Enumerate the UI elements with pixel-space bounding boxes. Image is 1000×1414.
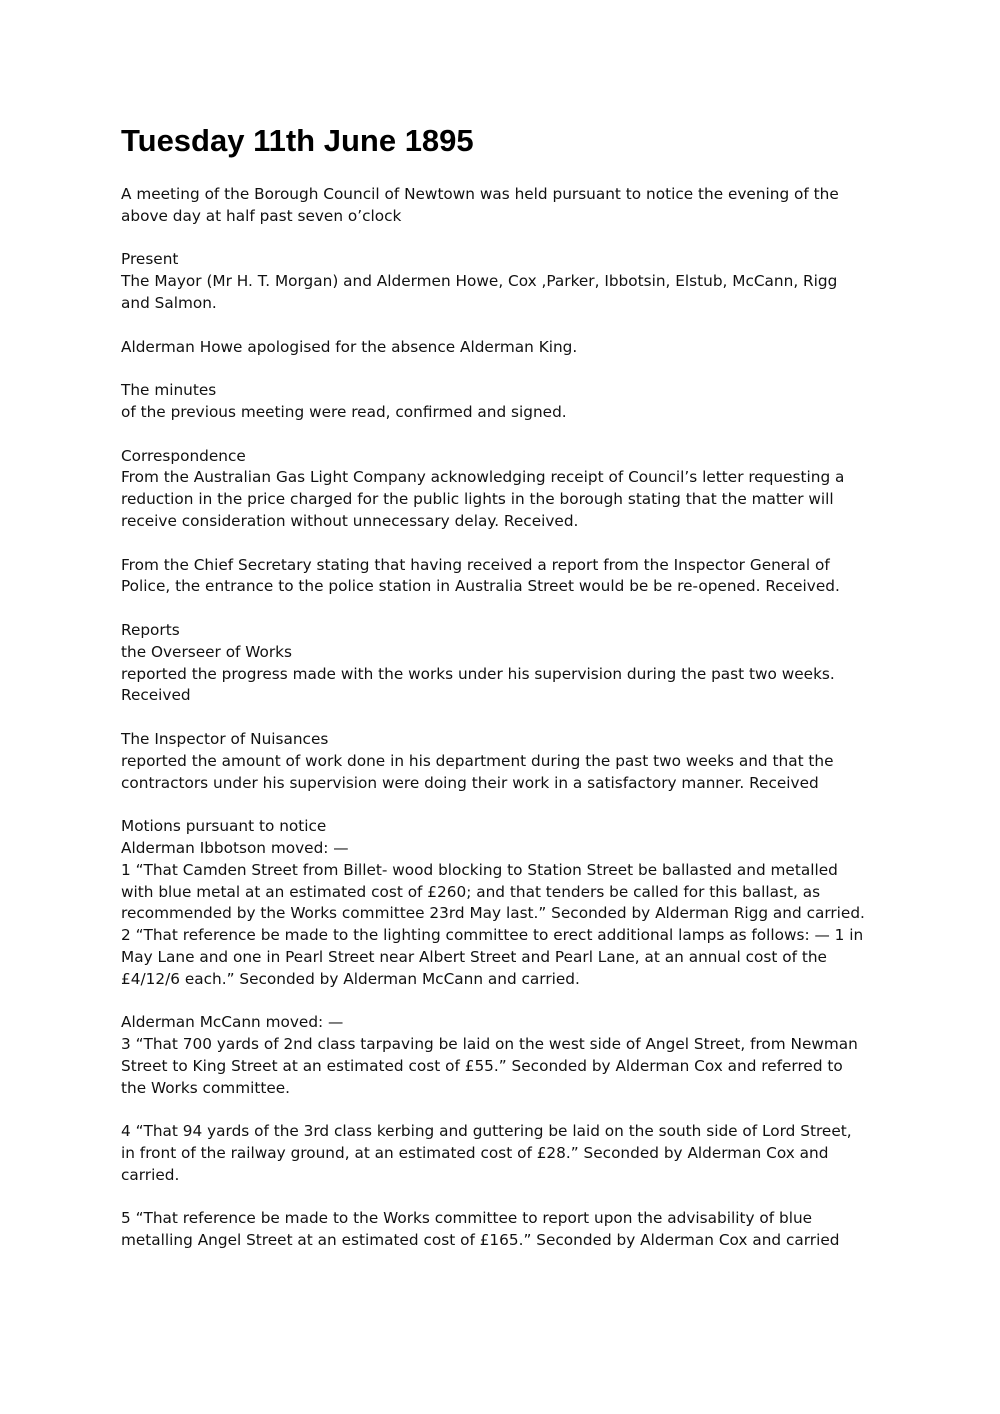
paragraph	[121, 1208, 881, 1252]
text-line: Reports	[121, 620, 180, 639]
text-line: The minutes	[121, 381, 217, 400]
paragraph	[121, 249, 881, 314]
text-line: the Works committee.	[121, 1078, 291, 1097]
text-line: 5 “That reference be made to the Works committee to report upon the advisability of blue	[121, 1209, 813, 1228]
page-title: Tuesday 11th June 1895	[121, 123, 474, 158]
text-line: 2 “That reference be made to the lighting committee to erect additional lamps as follows: — 1 in	[121, 926, 864, 945]
minutes-body	[121, 184, 881, 1252]
text-line: the Overseer of Works	[121, 642, 293, 661]
text-line: carried.	[121, 1165, 180, 1184]
text-line: Received	[121, 686, 191, 705]
text-line: of the previous meeting were read, confirmed and signed.	[121, 402, 567, 421]
text-line: Alderman Howe apologised for the absence Alderman King.	[121, 337, 578, 356]
text-line: 1 “That Camden Street from Billet- wood blocking to Station Street be ballasted and metalled	[121, 860, 838, 879]
text-line: recommended by the Works committee 23rd May last.” Seconded by Alderman Rigg and carried.	[121, 904, 865, 923]
text-line: in front of the railway ground, at an estimated cost of £28.” Seconded by Alderman Cox and	[121, 1144, 829, 1163]
text-line: May Lane and one in Pearl Street near Albert Street and Pearl Lane, at an annual cost of the	[121, 947, 827, 966]
text-line: The Mayor (Mr H. T. Morgan) and Aldermen Howe, Cox ,Parker, Ibbotsin, Elstub, McCann, Rigg	[121, 272, 838, 291]
document-page	[121, 118, 881, 1274]
text-line: metalling Angel Street at an estimated cost of £165.” Seconded by Alderman Cox and carried	[121, 1231, 840, 1250]
paragraph	[121, 1012, 881, 1099]
text-line: contractors under his supervision were doing their work in a satisfactory manner. Received	[121, 773, 819, 792]
paragraph	[121, 446, 881, 533]
text-line: reported the amount of work done in his department during the past two weeks and that the	[121, 751, 834, 770]
text-line: reported the progress made with the works under his supervision during the past two weeks.	[121, 664, 835, 683]
text-line: Present	[121, 250, 179, 269]
text-line: From the Australian Gas Light Company acknowledging receipt of Council’s letter requesting a	[121, 468, 845, 487]
text-line: The Inspector of Nuisances	[121, 729, 329, 748]
paragraph	[121, 184, 881, 228]
text-line: Correspondence	[121, 446, 246, 465]
text-line: A meeting of the Borough Council of Newtown was held pursuant to notice the evening of the	[121, 185, 839, 203]
paragraph	[121, 1121, 881, 1186]
text-line: with blue metal at an estimated cost of £260; and that tenders be called for this ballast, as	[121, 882, 821, 901]
text-line: 3 “That 700 yards of 2nd class tarpaving be laid on the west side of Angel Street, from Newman	[121, 1035, 858, 1054]
paragraph	[121, 620, 881, 707]
text-line: reduction in the price charged for the public lights in the borough stating that the matter will	[121, 490, 834, 509]
text-line: Motions pursuant to notice	[121, 817, 327, 836]
text-line: receive consideration without unnecessary delay. Received.	[121, 511, 579, 530]
text-line: 4 “That 94 yards of the 3rd class kerbing and guttering be laid on the south side of Lord Street,	[121, 1122, 852, 1141]
paragraph	[121, 729, 881, 794]
text-line: Alderman Ibbotson moved: —	[121, 838, 349, 857]
text-line: Alderman McCann moved: —	[121, 1013, 344, 1032]
text-line: Street to King Street at an estimated cost of £55.” Seconded by Alderman Cox and referred to	[121, 1056, 843, 1075]
paragraph	[121, 555, 881, 599]
paragraph	[121, 337, 881, 359]
paragraph	[121, 380, 881, 424]
text-line: Police, the entrance to the police station in Australia Street would be be re-opened. Received.	[121, 577, 840, 596]
text-line: and Salmon.	[121, 293, 217, 312]
text-line: From the Chief Secretary stating that having received a report from the Inspector General of	[121, 555, 830, 574]
paragraph	[121, 816, 881, 990]
text-line: above day at half past seven o’clock	[121, 206, 402, 225]
text-line: £4/12/6 each.” Seconded by Alderman McCann and carried.	[121, 969, 580, 988]
